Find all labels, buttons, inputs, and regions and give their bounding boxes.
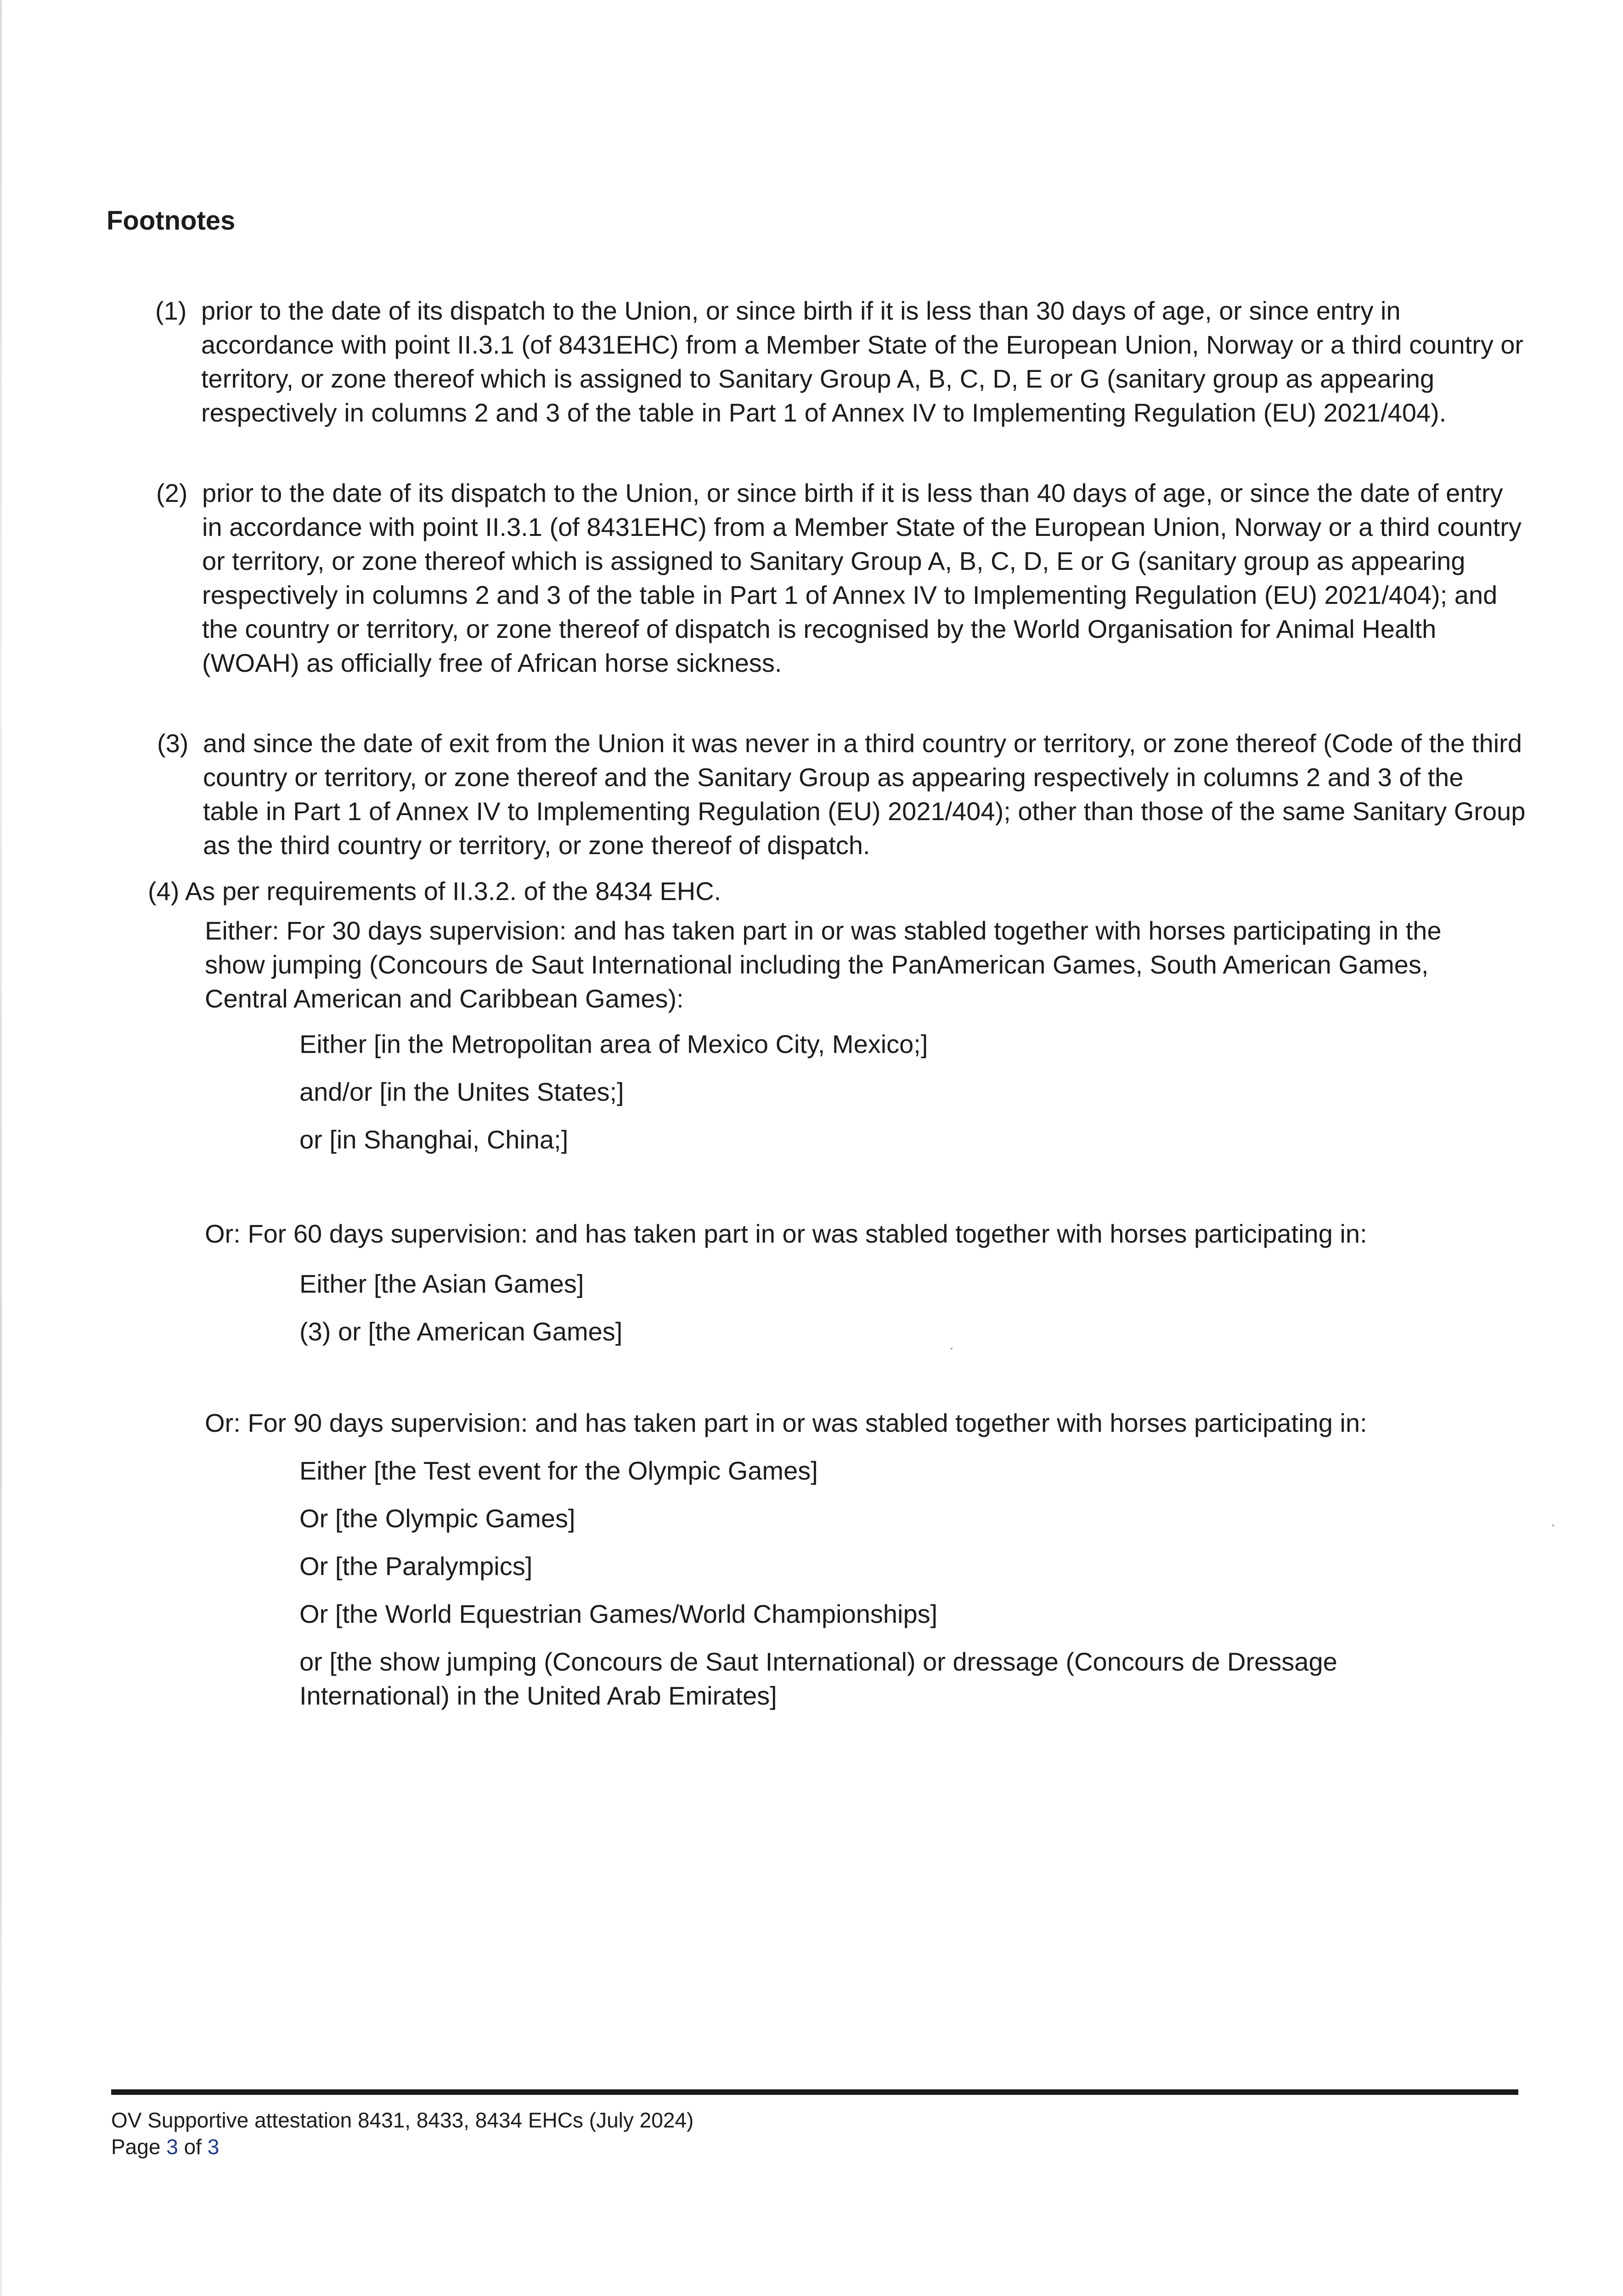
page-prefix: Page	[111, 2135, 167, 2159]
supervision-30-days-paragraph: Either: For 30 days supervision: and has taken part in or was stabled together with horses participating in the show jumping (Concours de Saut International including the PanAmerican Games, South American Games, Central American and Caribbean Games):	[205, 916, 1442, 1013]
option-90-world-equestrian-games: Or [the World Equestrian Games/World Championships]	[299, 1599, 938, 1628]
footnote-3	[157, 726, 1526, 862]
footnote-2	[156, 476, 1525, 680]
scan-speck	[951, 1348, 952, 1350]
footnote-number: (2)	[156, 478, 188, 507]
page-current: 3	[166, 2135, 178, 2159]
footnote-number: (1)	[155, 296, 187, 325]
footer-document-title: OV Supportive attestation 8431, 8433, 8434 EHCs (July 2024)	[111, 2108, 694, 2132]
option-90-test-event: Either [the Test event for the Olympic Games]	[299, 1456, 818, 1485]
option-90-olympic-games: Or [the Olympic Games]	[299, 1504, 575, 1533]
scan-speck	[1552, 1525, 1554, 1526]
footnote-number: (3)	[157, 729, 189, 758]
footnote-4-heading: (4) As per requirements of II.3.2. of the 8434 EHC.	[148, 877, 721, 906]
footer-page-number	[111, 2133, 219, 2160]
footnote-text: and since the date of exit from the Union it was never in a third country or territory, or zone thereof (Code of the third country or territory, or zone thereof and the Sanitary Group as appearing respectively in columns 2 and 3 of the table in Part 1 of Annex IV to Implementing Regulation (EU) 2021/404); other than those of the same Sanitary Group as the third country or territory, or zone thereof of dispatch.	[203, 729, 1526, 860]
option-30-shanghai: or [in Shanghai, China;]	[299, 1125, 569, 1154]
option-60-american-games: (3) or [the American Games]	[299, 1317, 623, 1346]
supervision-90-days-paragraph: Or: For 90 days supervision: and has taken part in or was stabled together with horses participating in:	[205, 1408, 1367, 1437]
option-90-paralympics: Or [the Paralympics]	[299, 1552, 533, 1581]
option-60-asian-games: Either [the Asian Games]	[299, 1269, 584, 1298]
footnote-1	[155, 294, 1524, 430]
footnotes-heading: Footnotes	[107, 206, 236, 236]
page-total: 3	[207, 2135, 220, 2159]
footnote-text: prior to the date of its dispatch to the Union, or since birth if it is less than 40 days of age, or since the date of entry in accordance with point II.3.1 (of 8431EHC) from a Member State of the European Union, Norway or a third country or territory, or zone thereof which is assigned to Sanitary Group A, B, C, D, E or G (sanitary group as appearing respectively in columns 2 and 3 of the table in Part 1 of Annex IV to Implementing Regulation (EU) 2021/404); and the country or territory, or zone thereof of dispatch is recognised by the World Organisation for Animal Health (WOAH) as officially free of African horse sickness.	[202, 478, 1522, 677]
supervision-60-days-paragraph: Or: For 60 days supervision: and has taken part in or was stabled together with horses participating in:	[205, 1219, 1367, 1248]
option-30-mexico: Either [in the Metropolitan area of Mexico City, Mexico;]	[299, 1030, 928, 1058]
footnote-text: prior to the date of its dispatch to the Union, or since birth if it is less than 30 days of age, or since entry in accordance with point II.3.1 (of 8431EHC) from a Member State of the European Union, Norway or a third country or territory, or zone thereof which is assigned to Sanitary Group A, B, C, D, E or G (sanitary group as appearing respectively in columns 2 and 3 of the table in Part 1 of Annex IV to Implementing Regulation (EU) 2021/404).	[201, 296, 1524, 427]
page-mid: of	[178, 2135, 208, 2159]
scan-edge	[0, 0, 2, 2296]
option-90-uae-events: or [the show jumping (Concours de Saut International) or dressage (Concours de Dressage International) in the United Arab Emirates]	[299, 1647, 1337, 1710]
option-30-united-states: and/or [in the Unites States;]	[299, 1077, 624, 1106]
footer-divider	[111, 2089, 1518, 2095]
